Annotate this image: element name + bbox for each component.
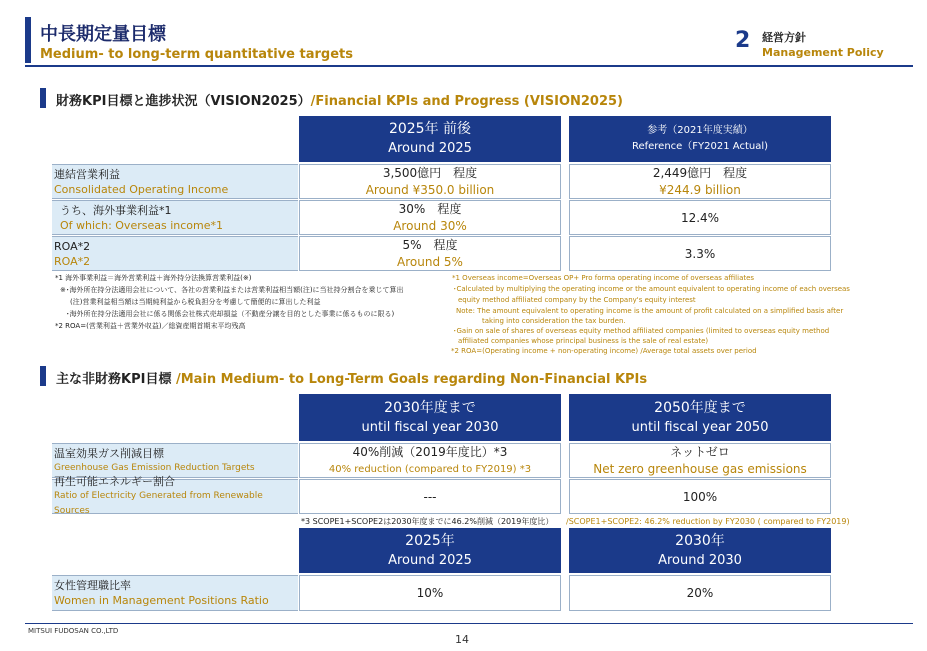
cell-overseas-income-fy2021 bbox=[569, 200, 831, 235]
row-label-ja: 再生可能エネルギー割合 bbox=[54, 475, 175, 488]
footnote-scope-ja: *3 SCOPE1+SCOPE2は2030年度までに46.2%削減（2019年度比） bbox=[301, 517, 554, 526]
row-label-en: Consolidated Operating Income bbox=[54, 182, 229, 196]
cell-value-en: Around 30% bbox=[393, 218, 467, 233]
cell-ghg-2050 bbox=[569, 443, 831, 478]
cell-value-ja: 2,449億円 程度 bbox=[652, 165, 748, 180]
section-number: 2 bbox=[735, 28, 751, 53]
nonfinancial-heading-ja: 主な非財務KPI目標 bbox=[56, 372, 172, 387]
header-line-1: 2050年度まで bbox=[654, 399, 746, 416]
cell-value-en: ¥244.9 billion bbox=[659, 182, 741, 197]
nonfinancial-heading-bar bbox=[40, 366, 46, 386]
row-label-en: Ratio of Electricity Generated from Renewable Sources bbox=[54, 491, 263, 516]
company-name: MITSUI FUDOSAN CO.,LTD bbox=[28, 627, 119, 635]
cell-renewable-2050 bbox=[569, 479, 831, 514]
nonfinancial-heading bbox=[56, 368, 647, 387]
cell-value: 3.3% bbox=[684, 246, 716, 261]
footer-divider bbox=[25, 623, 913, 624]
footnote-en-3: equity method affiliated company by the Company's equity interest bbox=[458, 296, 696, 304]
row-label-ghg bbox=[52, 443, 298, 478]
financial-col-reference-header bbox=[569, 116, 831, 162]
cell-value-ja: 40%削減（2019年度比）*3 bbox=[352, 444, 508, 459]
footnote-ja-4: ･海外所在持分法適用会社に係る関係会社株式売却損益（不動産分譲を目的とした事業に係るものに限る) bbox=[66, 310, 395, 318]
women-col-2025-header bbox=[299, 528, 561, 573]
financial-heading-en: /Financial KPIs and Progress (VISION2025) bbox=[310, 94, 623, 109]
row-label-ja: 女性管理職比率 bbox=[54, 579, 131, 592]
row-label-ja: 温室効果ガス削減目標 bbox=[54, 446, 164, 460]
section-title-ja: 経営方針 bbox=[762, 31, 806, 44]
cell-value: 10% bbox=[416, 586, 444, 600]
cell-operating-income-2025 bbox=[299, 164, 561, 199]
footnote-en-6: ･Gain on sale of shares of overseas equity method affiliated companies (limited to overseas equity method bbox=[453, 327, 830, 335]
page-number: 14 bbox=[455, 633, 469, 646]
row-label-ja: 連結営業利益 bbox=[54, 167, 120, 181]
row-label-women bbox=[52, 575, 298, 611]
header-line-1: 参考（2021年度実績） bbox=[647, 125, 753, 136]
header-line-2: Reference（FY2021 Actual) bbox=[631, 141, 769, 152]
nonfinancial-col-2050-header bbox=[569, 394, 831, 441]
footnote-en-2: ･Calculated by multiplying the operating income or the amount equivalent to operating income of each overseas bbox=[453, 285, 850, 293]
cell-overseas-income-2025 bbox=[299, 200, 561, 235]
cell-women-2025 bbox=[299, 575, 561, 611]
header-line-1: 2030年度まで bbox=[384, 399, 476, 416]
row-label-overseas-income bbox=[52, 200, 298, 235]
cell-value-ja: 3,500億円 程度 bbox=[382, 165, 478, 180]
footnote-en-7: affiliated companies whose principal business is the sale of real estate) bbox=[458, 337, 709, 345]
footnote-en-5: taking into consideration the tax burden. bbox=[482, 317, 626, 325]
nonfinancial-heading-en: /Main Medium- to Long-Term Goals regarding Non-Financial KPIs bbox=[175, 372, 648, 387]
header-line-2: until fiscal year 2030 bbox=[361, 419, 499, 435]
cell-value-en: Around 5% bbox=[397, 254, 463, 269]
cell-value-ja: ネットゼロ bbox=[670, 444, 730, 459]
cell-roa-fy2021 bbox=[569, 236, 831, 271]
cell-value-en: 40% reduction (compared to FY2019) *3 bbox=[328, 463, 532, 475]
cell-value: 12.4% bbox=[680, 210, 720, 225]
women-col-2030-header bbox=[569, 528, 831, 573]
row-label-en: Women in Management Positions Ratio bbox=[54, 594, 269, 607]
financial-heading-ja: 財務KPI目標と進捗状況（VISION2025） bbox=[56, 94, 311, 109]
header-line-1: 2025年 bbox=[405, 532, 455, 549]
title-accent-bar bbox=[25, 17, 31, 63]
header-line-2: Around 2025 bbox=[388, 141, 472, 156]
row-label-en: Greenhouse Gas Emission Reduction Targets bbox=[54, 462, 255, 473]
footnote-ja-3: (注)営業利益相当額は当期純利益から税負担分を考慮して簡便的に算出した利益 bbox=[70, 298, 321, 306]
title-divider bbox=[25, 65, 913, 67]
cell-roa-2025 bbox=[299, 236, 561, 271]
cell-value-ja: 5% 程度 bbox=[402, 237, 458, 252]
page-subtitle: Medium- to long-term quantitative targets bbox=[40, 47, 353, 62]
row-label-operating-income bbox=[52, 164, 298, 199]
row-label-renewable bbox=[52, 475, 298, 516]
cell-renewable-2030 bbox=[299, 479, 561, 514]
cell-value-en: Around ¥350.0 billion bbox=[365, 182, 495, 197]
cell-value: 100% bbox=[682, 489, 718, 504]
header-line-2: Around 2025 bbox=[388, 552, 472, 568]
cell-value-ja: 30% 程度 bbox=[398, 201, 462, 216]
financial-col-2025-header bbox=[299, 116, 561, 162]
footnote-ja-5: *2 ROA=(営業利益＋営業外収益)／総資産期首期末平均残高 bbox=[55, 322, 246, 330]
header-line-2: Around 2030 bbox=[658, 552, 742, 568]
financial-heading bbox=[56, 90, 623, 109]
cell-value-en: Net zero greenhouse gas emissions bbox=[593, 461, 807, 476]
row-label-en: ROA*2 bbox=[54, 254, 91, 268]
row-label-ja: ROA*2 bbox=[54, 239, 91, 253]
footnote-en-1: *1 Overseas income=Overseas OP+ Pro forma operating income of overseas affiliates bbox=[452, 274, 755, 282]
cell-women-2030 bbox=[569, 575, 831, 611]
row-label-en: Of which: Overseas income*1 bbox=[60, 218, 223, 232]
nonfinancial-col-2030-header bbox=[299, 394, 561, 441]
cell-value: --- bbox=[423, 489, 437, 504]
footnote-en-4: Note: The amount equivalent to operating income is the amount of profit calculated on a simplified basis after bbox=[456, 307, 844, 315]
cell-operating-income-fy2021 bbox=[569, 164, 831, 199]
footnote-en-8: *2 ROA=(Operating income + non-operating income) /Average total assets over period bbox=[451, 347, 757, 355]
section-title-en: Management Policy bbox=[762, 46, 884, 59]
cell-value: 20% bbox=[686, 586, 714, 600]
page-title: 中長期定量目標 bbox=[40, 24, 166, 45]
footnote-scope-en: /SCOPE1+SCOPE2: 46.2% reduction by FY2030 ( compared to FY2019) bbox=[566, 517, 850, 526]
footnote-ja-1: *1 海外事業利益＝海外営業利益＋海外持分法換算営業利益(※) bbox=[55, 274, 252, 282]
header-line-1: 2025年 前後 bbox=[388, 121, 472, 137]
header-line-1: 2030年 bbox=[675, 532, 725, 549]
header-line-2: until fiscal year 2050 bbox=[631, 419, 769, 435]
row-label-ja: うち、海外事業利益*1 bbox=[60, 203, 172, 217]
cell-ghg-2030 bbox=[299, 443, 561, 478]
footnote-ja-2: ※･海外所在持分法適用会社について、各社の営業利益または営業利益相当額(注)に当社持分割合を乗じて算出 bbox=[60, 286, 404, 294]
financial-heading-bar bbox=[40, 88, 46, 108]
row-label-roa bbox=[52, 236, 298, 271]
